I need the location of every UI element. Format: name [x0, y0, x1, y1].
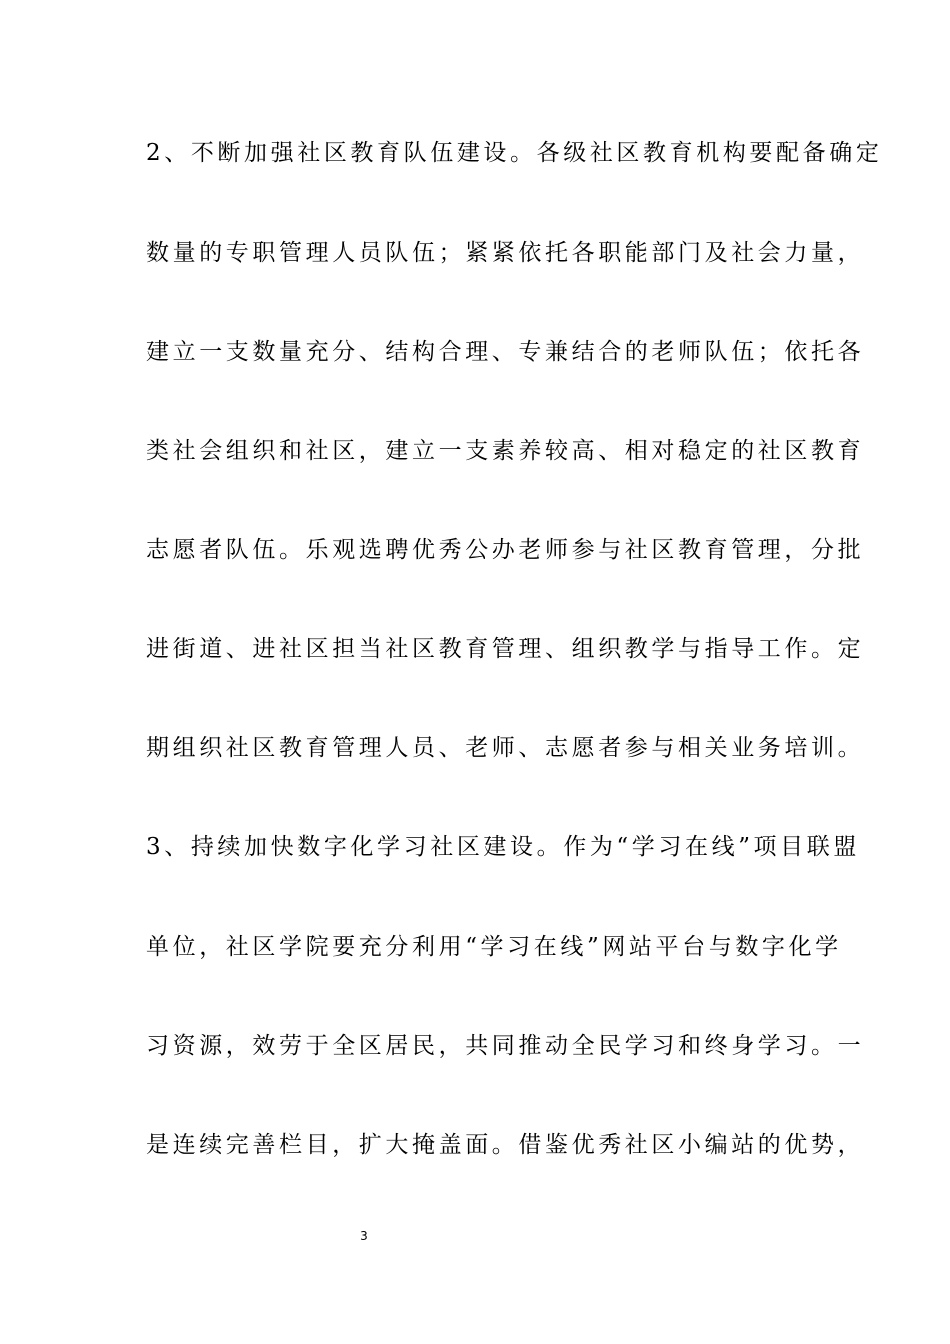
text-line-9: 单位，社区学院要充分利用“学习在线”网站平台与数字化学: [146, 934, 842, 960]
text-line-3: 建立一支数量充分、结构合理、专兼结合的老师队伍；依托各: [146, 339, 865, 365]
text-line-4: 类社会组织和社区，建立一支素养较高、相对稳定的社区教育: [146, 438, 865, 464]
text-line-11: 是连续完善栏目，扩大掩盖面。借鉴优秀社区小编站的优势，: [146, 1132, 865, 1158]
text-line-6: 进街道、进社区担当社区教育管理、组织教学与指导工作。定: [146, 636, 865, 662]
text-line-2: 数量的专职管理人员队伍；紧紧依托各职能部门及社会力量，: [146, 240, 865, 266]
text-line-7: 期组织社区教育管理人员、老师、志愿者参与相关业务培训。: [146, 735, 865, 761]
text-line-8: 3、持续加快数字化学习社区建设。作为“学习在线”项目联盟: [146, 834, 860, 860]
text-line-5: 志愿者队伍。乐观选聘优秀公办老师参与社区教育管理，分批: [146, 537, 865, 563]
text-line-10: 习资源，效劳于全区居民，共同推动全民学习和终身学习。一: [146, 1033, 865, 1059]
text-line-1: 2、不断加强社区教育队伍建设。各级社区教育机构要配备确定: [146, 140, 883, 166]
page-number: 3: [360, 1229, 368, 1243]
